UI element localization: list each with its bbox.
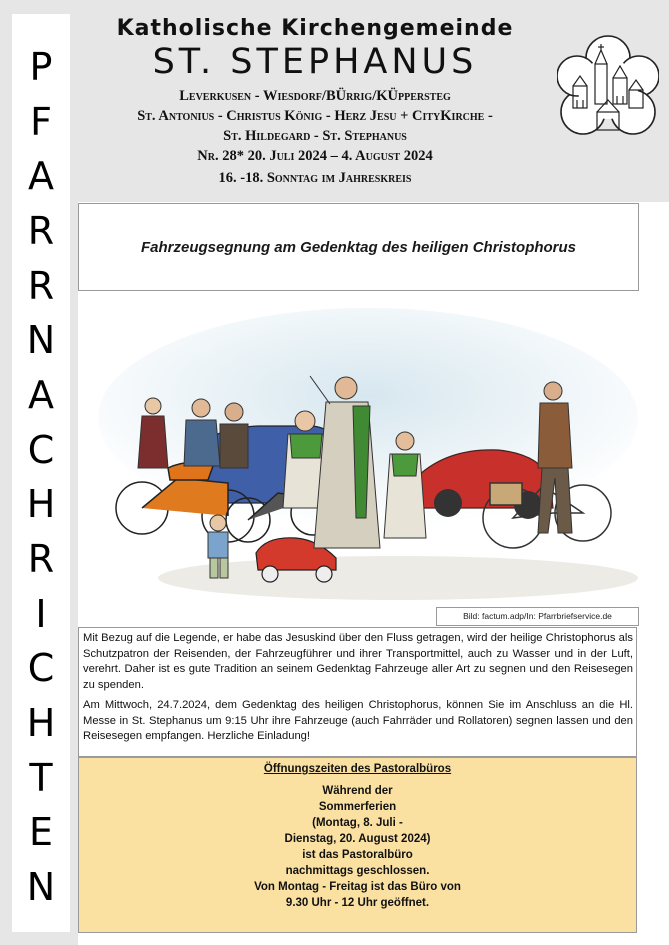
organization-name: Katholische Kirchengemeinde	[116, 16, 514, 41]
office-hours-title: Öffnungszeiten des Pastoralbüros	[263, 763, 452, 775]
office-hours-line: nachmittags geschlossen.	[285, 865, 430, 877]
sidebar-letter: A	[28, 372, 54, 417]
article-body	[78, 627, 637, 757]
sidebar-letter: R	[27, 536, 55, 581]
office-hours-line: ist das Pastoralbüro	[302, 849, 413, 861]
office-hours-line: Von Montag - Freitag ist das Büro von	[254, 881, 461, 893]
parish-name: ST. STEPHANUS	[152, 42, 478, 82]
article-title: Fahrzeugsegnung am Gedenktag des heiligen Christophorus	[140, 238, 577, 256]
sidebar-letter: R	[27, 263, 55, 308]
header-locations: Leverkusen - Wiesdorf/BÜrrig/KÜppersteg	[179, 88, 451, 104]
sidebar-letter: C	[27, 427, 55, 472]
header-churches-1: St. Antonius - Christus König - Herz Jesu + CityKirche -	[137, 108, 493, 124]
sidebar-letter: F	[30, 99, 52, 144]
sidebar-letter: T	[29, 755, 53, 800]
sidebar-letter: N	[26, 864, 56, 909]
sidebar-letter: I	[35, 591, 47, 636]
church-flower-logo-icon	[557, 34, 659, 142]
office-hours-box	[78, 757, 637, 933]
vehicle-blessing-illustration	[98, 308, 638, 608]
sidebar-letter: C	[27, 646, 55, 691]
article-title-box	[78, 203, 639, 291]
masthead	[80, 0, 669, 202]
issue-number-dates: Nr. 28* 20. Juli 2024 – 4. August 2024	[197, 148, 433, 164]
sidebar-letter: N	[26, 318, 56, 363]
sidebar-letter: E	[28, 810, 53, 855]
sidebar-letter: H	[26, 700, 56, 745]
sidebar-letter: H	[26, 482, 56, 527]
article-paragraph-2: Am Mittwoch, 24.7.2024, dem Gedenktag des heiligen Christophorus, können Sie im Anschluss an die Hl. Messe in St. Stephanus um 9:15 Uhr ihre Fahrzeuge (auch Fahrräder und Rollatoren) segnen lassen und den Reisesegen empfangen. Herzliche Einladung!	[83, 699, 633, 742]
office-hours-line: Während der	[322, 785, 393, 797]
article-paragraph-1: Mit Bezug auf die Legende, er habe das Jesuskind über den Fluss getragen, wird der heilige Christophorus als Schutzpatron der Reisenden, der Fahrzeugführer und ihrer Transportmittel, auch zu Wasser und in der Luft, verehrt. Daher ist es gute Tradition an seinem Gedenktag Fahrzeuge aller Art zu segnen und den Reisesegen zu spenden.	[83, 632, 633, 691]
sidebar-letter: R	[27, 208, 55, 253]
sidebar-title	[12, 14, 70, 932]
office-hours-line: 9.30 Uhr - 12 Uhr geöffnet.	[285, 897, 430, 909]
liturgical-sundays: 16. -18. Sonntag im Jahreskreis	[218, 170, 412, 186]
header-churches-2: St. Hildegard - St. Stephanus	[223, 128, 407, 144]
office-hours-line: (Montag, 8. Juli -	[312, 817, 403, 829]
sidebar-letter: P	[29, 45, 53, 89]
office-hours-line: Dienstag, 20. August 2024)	[284, 833, 431, 845]
sidebar-letter: A	[28, 154, 54, 199]
office-hours-line: Sommerferien	[318, 801, 397, 813]
image-credit: Bild: factum.adp/In: Pfarrbriefservice.de	[436, 607, 639, 626]
